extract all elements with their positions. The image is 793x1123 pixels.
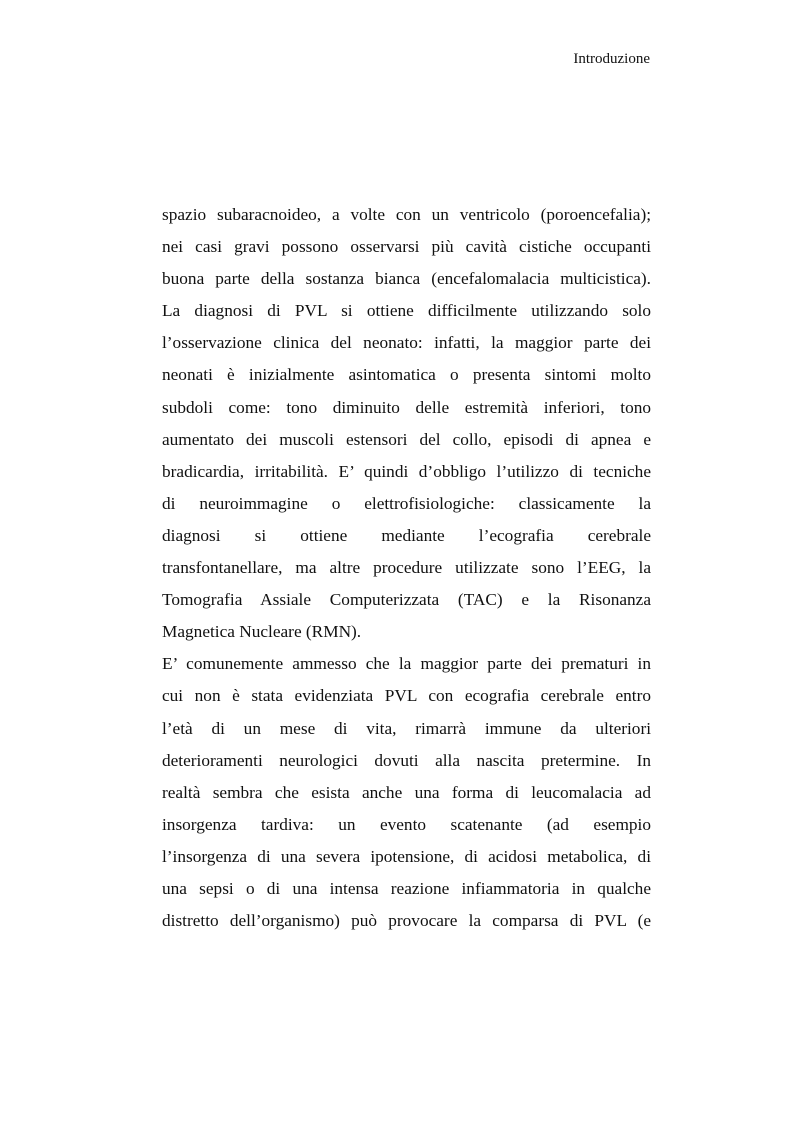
text-line: l’osservazione clinica del neonato: infatti, la maggior parte dei xyxy=(162,333,651,353)
text-line: aumentato dei muscoli estensori del collo, episodi di apnea e xyxy=(162,429,651,449)
text-line: una sepsi o di una intensa reazione infiammatoria in qualche xyxy=(162,878,651,898)
text-line: neonati è inizialmente asintomatica o presenta sintomi molto xyxy=(162,365,651,385)
text-line: subdoli come: tono diminuito delle estremità inferiori, tono xyxy=(162,397,651,417)
text-line: deterioramenti neurologici dovuti alla nascita pretermine. In xyxy=(162,750,651,770)
text-line: spazio subaracnoideo, a volte con un ventricolo (poroencefalia); xyxy=(162,205,651,224)
text-line: E’ comunemente ammesso che la maggior parte dei prematuri in xyxy=(162,654,651,674)
paragraph-end-line: Magnetica Nucleare (RMN). xyxy=(162,622,362,642)
text-line: realtà sembra che esista anche una forma di leucomalacia ad xyxy=(162,782,651,802)
text-line: Tomografia Assiale Computerizzata (TAC) e la Risonanza xyxy=(162,590,651,610)
text-line: distretto dell’organismo) può provocare la comparsa di PVL (e xyxy=(162,911,651,931)
text-line: transfontanellare, ma altre procedure utilizzate sono l’EEG, la xyxy=(162,558,651,578)
text-line: insorgenza tardiva: un evento scatenante (ad esempio xyxy=(162,814,651,834)
running-header: Introduzione xyxy=(573,51,650,67)
body-text xyxy=(162,199,651,937)
text-line: La diagnosi di PVL si ottiene difficilmente utilizzando solo xyxy=(162,301,651,321)
text-line: nei casi gravi possono osservarsi più cavità cistiche occupanti xyxy=(162,237,651,257)
text-line: cui non è stata evidenziata PVL con ecografia cerebrale entro xyxy=(162,686,651,706)
text-line: l’insorgenza di una severa ipotensione, di acidosi metabolica, di xyxy=(162,846,651,866)
text-line: bradicardia, irritabilità. E’ quindi d’obbligo l’utilizzo di tecniche xyxy=(162,461,651,481)
text-line: buona parte della sostanza bianca (encefalomalacia multicistica). xyxy=(162,269,651,289)
text-line: diagnosi si ottiene mediante l’ecografia cerebrale xyxy=(162,525,651,545)
text-line: l’età di un mese di vita, rimarrà immune da ulteriori xyxy=(162,718,651,738)
text-line: di neuroimmagine o elettrofisiologiche: classicamente la xyxy=(162,493,651,513)
